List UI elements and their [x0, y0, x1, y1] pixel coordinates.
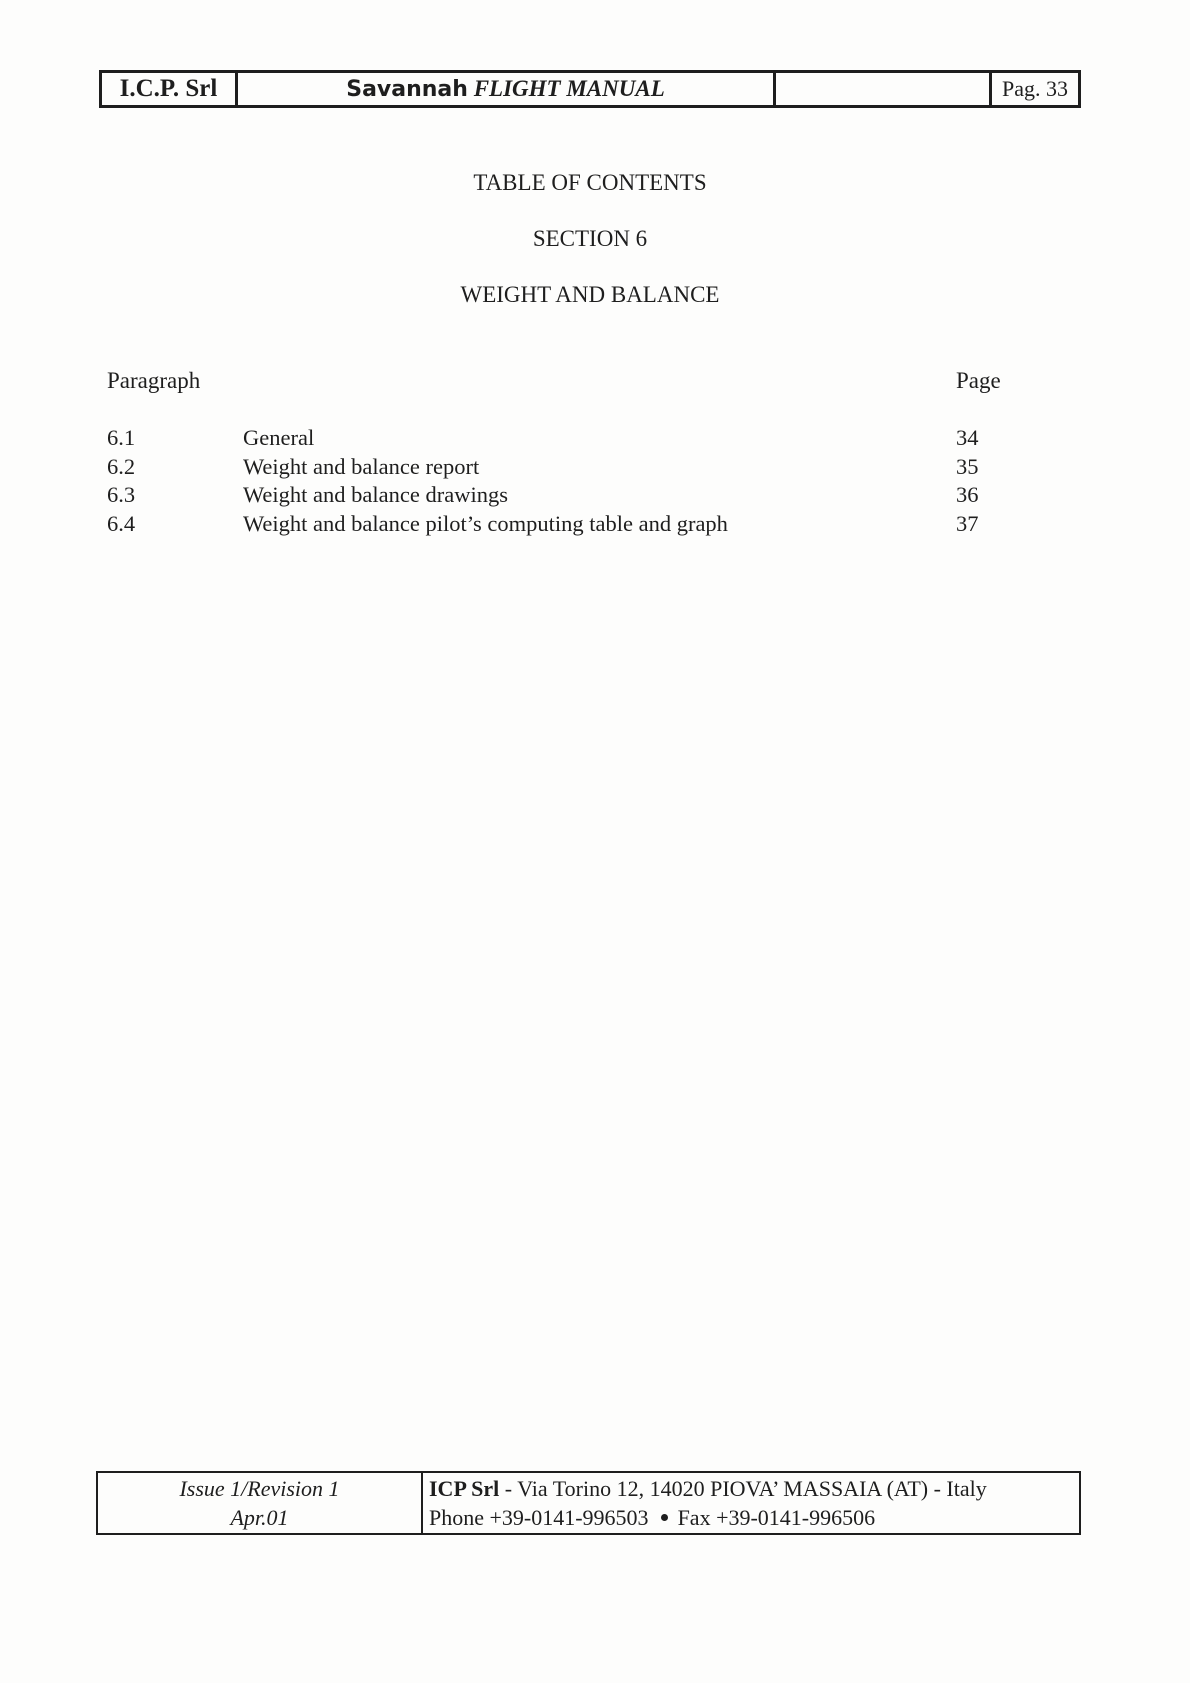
toc-title: TABLE OF CONTENTS — [473, 170, 707, 195]
header-manual: FLIGHT MANUAL — [473, 76, 665, 101]
footer-date: Apr.01 — [230, 1505, 289, 1530]
header-company: I.C.P. Srl — [101, 72, 237, 107]
footer-phone: Phone +39-0141-996503 — [429, 1505, 649, 1530]
toc-entry-number: 6.1 — [107, 425, 136, 450]
toc-list — [0, 424, 1190, 538]
toc-entry[interactable] — [0, 453, 1190, 482]
footer-phone-line — [429, 1503, 1079, 1532]
footer-address-line — [429, 1474, 1079, 1503]
footer-company: ICP Srl — [429, 1476, 500, 1501]
toc-entry-title: Weight and balance pilot’s computing table and graph — [243, 510, 728, 536]
footer-issue: Issue 1/Revision 1 — [179, 1476, 340, 1501]
header-blank-cell — [775, 72, 991, 107]
toc-entry-number: 6.4 — [107, 510, 136, 536]
section-title: WEIGHT AND BALANCE — [460, 282, 720, 307]
column-header-page: Page — [956, 368, 1001, 393]
toc-entry[interactable] — [0, 510, 1190, 539]
toc-entry-title: Weight and balance report — [243, 453, 480, 479]
toc-entry-title: Weight and balance drawings — [243, 482, 508, 508]
bullet-icon — [661, 1514, 668, 1521]
column-header-paragraph: Paragraph — [107, 368, 201, 393]
page-header — [99, 70, 1081, 108]
header-page-number: Pag. 33 — [991, 72, 1080, 107]
toc-entry-title: General — [243, 425, 315, 450]
header-brand: Savannah — [346, 77, 468, 102]
toc-entry-page: 34 — [956, 425, 979, 450]
toc-entry[interactable] — [0, 424, 1190, 453]
toc-entry-page: 36 — [956, 482, 979, 508]
toc-entry[interactable] — [0, 481, 1190, 510]
footer-contact-cell — [422, 1472, 1080, 1534]
page-footer — [96, 1471, 1081, 1535]
footer-issue-cell — [97, 1472, 422, 1534]
toc-entry-number: 6.2 — [107, 453, 136, 479]
toc-entry-page: 37 — [956, 510, 979, 536]
footer-fax: Fax +39-0141-996506 — [677, 1505, 876, 1530]
section-number: SECTION 6 — [532, 226, 648, 251]
footer-address: - Via Torino 12, 14020 PIOVA’ MASSAIA (AT) - Italy — [499, 1476, 987, 1501]
header-title — [237, 72, 775, 107]
toc-entry-page: 35 — [956, 453, 979, 479]
toc-entry-number: 6.3 — [107, 482, 136, 508]
